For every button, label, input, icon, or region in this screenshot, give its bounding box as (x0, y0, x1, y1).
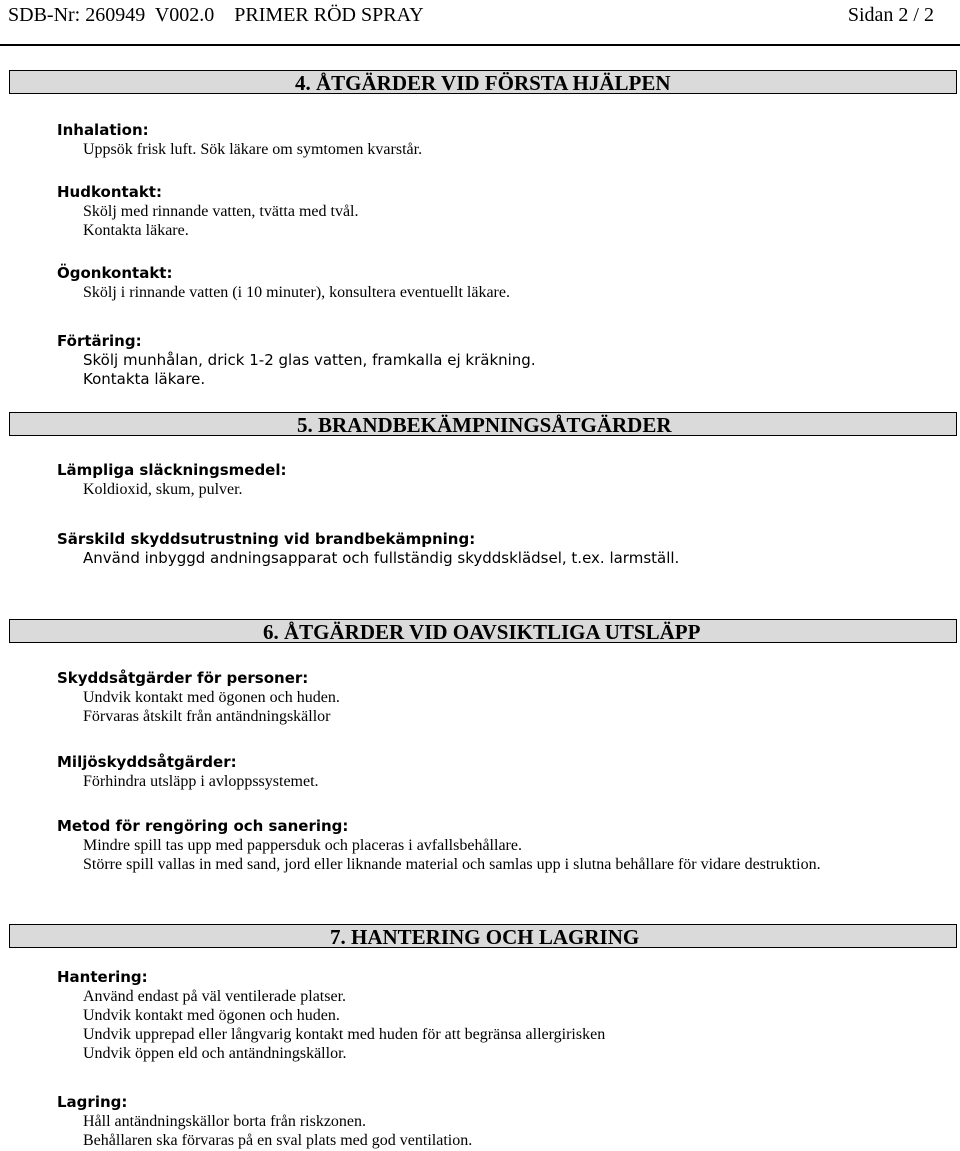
s5-skyddsutrustning-label: Särskild skyddsutrustning vid brandbekämpning: (57, 530, 476, 548)
s5-skyddsutrustning-line-1: Använd inbyggd andningsapparat och fullständig skyddsklädsel, t.ex. larmställ. (83, 549, 680, 567)
s4-ogonkontakt-line-1: Skölj i rinnande vatten (i 10 minuter), konsultera eventuellt läkare. (83, 284, 510, 301)
section-5-title: 5. BRANDBEKÄMPNINGSÅTGÄRDER (297, 413, 672, 437)
s5-skyddsutrustning (57, 530, 960, 568)
s4-inhalation-label: Inhalation: (57, 121, 149, 139)
s4-hudkontakt-line-2: Kontakta läkare. (83, 222, 189, 239)
s6-miljo (57, 753, 960, 791)
s4-hudkontakt-line-1: Skölj med rinnande vatten, tvätta med tvål. (83, 203, 359, 220)
section-5-bar (9, 412, 957, 436)
document-id: SDB-Nr: 260949 V002.0 PRIMER RÖD SPRAY (8, 4, 424, 26)
section-6-bar (9, 619, 957, 643)
s6-personer (57, 669, 960, 726)
s4-fortaring-label: Förtäring: (57, 332, 142, 350)
s4-inhalation-line-1: Uppsök frisk luft. Sök läkare om symtomen kvarstår. (83, 141, 423, 158)
section-7-title: 7. HANTERING OCH LAGRING (330, 925, 640, 949)
s4-fortaring (57, 332, 960, 389)
s6-personer-label: Skyddsåtgärder för personer: (57, 669, 309, 687)
s6-rengoring-line-1: Mindre spill tas upp med pappersduk och placeras i avfallsbehållare. (83, 837, 522, 854)
section-6-title: 6. ÅTGÄRDER VID OAVSIKTLIGA UTSLÄPP (263, 620, 701, 644)
s5-slackningsmedel (57, 461, 960, 499)
section-4-bar (9, 70, 957, 94)
s4-hudkontakt (57, 183, 960, 240)
s4-ogonkontakt-label: Ögonkontakt: (57, 264, 173, 282)
s7-hantering-line-4: Undvik öppen eld och antändningskällor. (83, 1045, 347, 1062)
s6-rengoring (57, 817, 960, 874)
section-4-title: 4. ÅTGÄRDER VID FÖRSTA HJÄLPEN (295, 71, 671, 95)
s4-fortaring-line-1: Skölj munhålan, drick 1-2 glas vatten, framkalla ej kräkning. (83, 351, 536, 369)
s5-slackningsmedel-label: Lämpliga släckningsmedel: (57, 461, 287, 479)
s7-hantering-line-1: Använd endast på väl ventilerade platser. (83, 988, 347, 1005)
s6-miljo-label: Miljöskyddsåtgärder: (57, 753, 237, 771)
s4-hudkontakt-label: Hudkontakt: (57, 183, 162, 201)
s4-inhalation (57, 121, 960, 159)
s5-slackningsmedel-line-1: Koldioxid, skum, pulver. (83, 481, 243, 498)
s6-personer-line-1: Undvik kontakt med ögonen och huden. (83, 689, 340, 706)
s7-hantering-label: Hantering: (57, 968, 148, 986)
s4-ogonkontakt (57, 264, 960, 302)
s7-hantering (57, 968, 960, 1063)
page-header (0, 0, 960, 30)
s4-fortaring-line-2: Kontakta läkare. (83, 370, 206, 388)
s7-hantering-line-2: Undvik kontakt med ögonen och huden. (83, 1007, 340, 1024)
s6-rengoring-line-2: Större spill vallas in med sand, jord eller liknande material och samlas upp i slutna behållare för vidare destruktion. (83, 856, 821, 873)
page-number: Sidan 2 / 2 (847, 4, 934, 26)
header-divider (0, 44, 960, 46)
s6-rengoring-label: Metod för rengöring och sanering: (57, 817, 349, 835)
s7-lagring-label: Lagring: (57, 1093, 128, 1111)
s7-hantering-line-3: Undvik upprepad eller långvarig kontakt med huden för att begränsa allergirisken (83, 1026, 606, 1043)
s7-lagring (57, 1093, 960, 1150)
section-7-bar (9, 924, 957, 948)
s6-miljo-line-1: Förhindra utsläpp i avloppssystemet. (83, 773, 319, 790)
s7-lagring-line-2: Behållaren ska förvaras på en sval plats med god ventilation. (83, 1132, 473, 1149)
s7-lagring-line-1: Håll antändningskällor borta från riskzonen. (83, 1113, 367, 1130)
s6-personer-line-2: Förvaras åtskilt från antändningskällor (83, 708, 331, 725)
